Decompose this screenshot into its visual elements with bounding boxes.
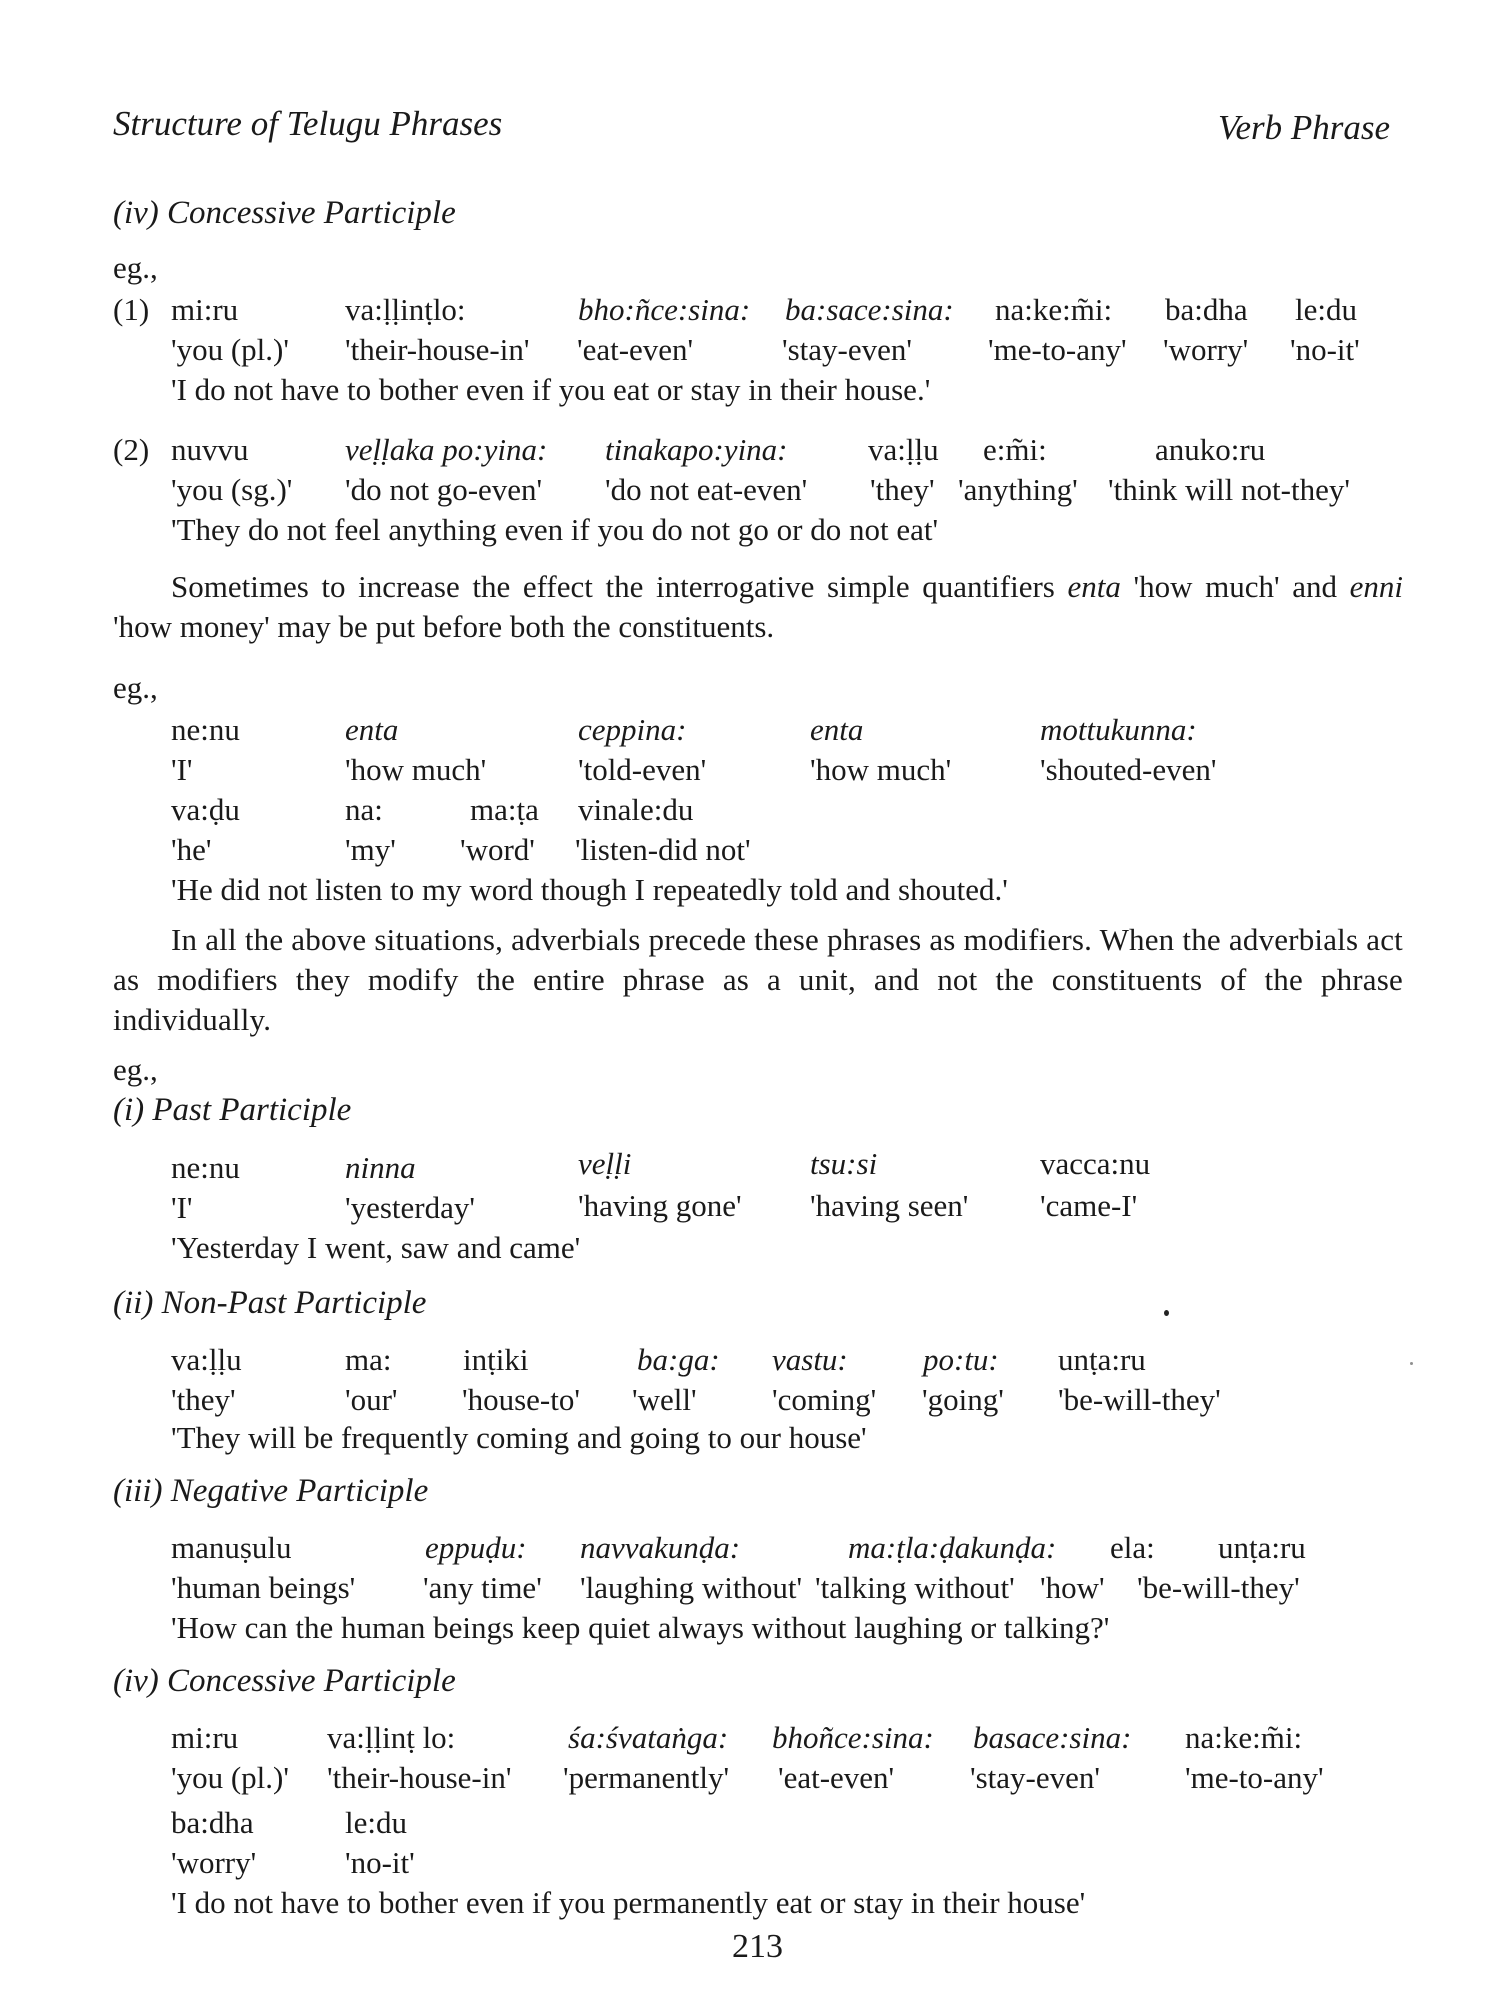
telugu-word: va:ḷḷinṭ lo: <box>327 1720 456 1755</box>
eg-label: eg., <box>113 670 158 705</box>
gloss: 'they' <box>870 472 935 507</box>
telugu-word: ba:dha <box>171 1805 254 1840</box>
telugu-word: vastu: <box>772 1342 848 1377</box>
running-header-right: Verb Phrase <box>1218 108 1391 147</box>
section-heading-negative: (iii) Negative Participle <box>113 1473 429 1509</box>
gloss: 'coming' <box>772 1382 877 1417</box>
scan-speck <box>1164 1310 1169 1316</box>
telugu-word: na:ke:m̃i: <box>995 292 1113 327</box>
gloss: 'think will not-they' <box>1108 472 1350 507</box>
scan-speck <box>1410 1362 1413 1365</box>
telugu-word: va:ḍu <box>171 792 240 827</box>
telugu-word: ninna <box>345 1150 416 1185</box>
section-heading-past: (i) Past Participle <box>113 1092 352 1128</box>
telugu-word: śa:śvataṅga: <box>568 1720 729 1755</box>
gloss: 'you (sg.)' <box>171 472 293 507</box>
quantifier-term: enta <box>1067 569 1121 604</box>
gloss: 'worry' <box>1163 332 1249 367</box>
gloss: 'I' <box>171 1190 193 1225</box>
telugu-word: va:ḷḷu <box>868 432 939 467</box>
telugu-word: manuṣulu <box>171 1530 292 1565</box>
gloss: 'they' <box>171 1382 236 1417</box>
translation: 'How can the human beings keep quiet always without laughing or talking?' <box>171 1610 1110 1645</box>
gloss: 'no-it' <box>1290 332 1360 367</box>
translation: 'He did not listen to my word though I repeatedly told and shouted.' <box>171 872 1008 907</box>
gloss: 'having gone' <box>578 1188 742 1223</box>
gloss: 'talking without' <box>815 1570 1015 1605</box>
gloss: 'eat-even' <box>577 332 694 367</box>
telugu-word: ba:sace:sina: <box>785 292 954 327</box>
telugu-word: vacca:nu <box>1040 1146 1151 1181</box>
telugu-word: veḷḷi <box>578 1146 632 1181</box>
eg-label: eg., <box>113 1052 158 1087</box>
telugu-word: le:du <box>345 1805 407 1840</box>
telugu-word: po:tu: <box>923 1342 999 1377</box>
gloss: 'how' <box>1040 1570 1105 1605</box>
telugu-word: bho:ñce:sina: <box>578 292 751 327</box>
translation: 'Yesterday I went, saw and came' <box>171 1230 581 1265</box>
gloss: 'no-it' <box>345 1845 415 1880</box>
page-number: 213 <box>732 1928 783 1965</box>
gloss: 'stay-even' <box>970 1760 1100 1795</box>
telugu-word: va:ḷḷinṭlo: <box>345 292 466 327</box>
running-header-left: Structure of Telugu Phrases <box>113 104 503 143</box>
gloss: 'how much' <box>810 752 952 787</box>
telugu-word: veḷḷaka po:yina: <box>345 432 548 467</box>
gloss: 'permanently' <box>563 1760 730 1795</box>
telugu-word: e:m̃i: <box>983 432 1047 467</box>
gloss: 'I' <box>171 752 193 787</box>
gloss: 'be-will-they' <box>1058 1382 1221 1417</box>
gloss: 'be-will-they' <box>1137 1570 1300 1605</box>
telugu-word: unṭa:ru <box>1218 1530 1306 1565</box>
telugu-word: bhoñce:sina: <box>772 1720 934 1755</box>
telugu-word: ma:ṭa <box>470 792 539 827</box>
telugu-word: ne:nu <box>171 1150 240 1185</box>
telugu-word: na: <box>345 792 383 827</box>
telugu-word: enta <box>810 712 864 747</box>
gloss: 'their-house-in' <box>327 1760 512 1795</box>
gloss: 'any time' <box>423 1570 542 1605</box>
section-heading-nonpast: (ii) Non-Past Participle <box>113 1285 427 1321</box>
telugu-word: mottukunna: <box>1040 712 1197 747</box>
gloss: 'house-to' <box>462 1382 580 1417</box>
telugu-word: tsu:si <box>810 1146 878 1181</box>
telugu-word: va:ḷḷu <box>171 1342 242 1377</box>
gloss: 'do not go-even' <box>345 472 543 507</box>
gloss: 'well' <box>632 1382 697 1417</box>
gloss: 'laughing without' <box>580 1570 803 1605</box>
telugu-word: le:du <box>1295 292 1357 327</box>
section-heading-concessive-2: (iv) Concessive Participle <box>113 1663 456 1699</box>
telugu-word: navvakunḍa: <box>580 1530 741 1565</box>
telugu-word: unṭa:ru <box>1058 1342 1146 1377</box>
telugu-word: ne:nu <box>171 712 240 747</box>
gloss: 'came-I' <box>1040 1188 1138 1223</box>
gloss: 'told-even' <box>578 752 707 787</box>
telugu-word: enta <box>345 712 399 747</box>
gloss: 'you (pl.)' <box>171 1760 289 1795</box>
telugu-word: ma:ṭla:ḍakunḍa: <box>848 1530 1057 1565</box>
telugu-word: inṭiki <box>463 1342 529 1377</box>
paragraph-text: 'how much' and <box>1120 569 1350 604</box>
gloss: 'going' <box>922 1382 1004 1417</box>
telugu-word: na:ke:m̃i: <box>1185 1720 1303 1755</box>
telugu-word: mi:ru <box>171 292 239 327</box>
quantifier-term: enni <box>1349 569 1403 604</box>
body-paragraph <box>113 567 1403 647</box>
gloss: 'do not eat-even' <box>605 472 808 507</box>
gloss: 'how much' <box>345 752 487 787</box>
gloss: 'he' <box>171 832 212 867</box>
gloss: 'anything' <box>958 472 1078 507</box>
gloss: 'yesterday' <box>345 1190 475 1225</box>
gloss: 'me-to-any' <box>1185 1760 1324 1795</box>
gloss: 'their-house-in' <box>345 332 530 367</box>
telugu-word: basace:sina: <box>973 1720 1132 1755</box>
telugu-word: ba:dha <box>1165 292 1248 327</box>
body-paragraph: In all the above situations, adverbials precede these phrases as modifiers. When the adverbials act as modifiers they modify the entire phrase as a unit, and not the constituents of the phrase individually. <box>113 922 1403 1037</box>
telugu-word: ba:ga: <box>637 1342 720 1377</box>
telugu-word: tinakapo:yina: <box>605 432 788 467</box>
telugu-word: anuko:ru <box>1155 432 1266 467</box>
translation: 'They will be frequently coming and going to our house' <box>171 1420 867 1455</box>
translation: 'I do not have to bother even if you eat or stay in their house.' <box>171 372 931 407</box>
telugu-word: ma: <box>345 1342 392 1377</box>
example-number: (2) <box>113 432 150 467</box>
gloss: 'stay-even' <box>782 332 912 367</box>
gloss: 'word' <box>460 832 535 867</box>
paragraph-text: Sometimes to increase the effect the interrogative simple quantifiers <box>171 569 1068 604</box>
gloss: 'our' <box>345 1382 398 1417</box>
gloss: 'having seen' <box>810 1188 969 1223</box>
gloss: 'shouted-even' <box>1040 752 1217 787</box>
gloss: 'human beings' <box>171 1570 356 1605</box>
eg-label: eg., <box>113 250 158 285</box>
gloss: 'eat-even' <box>778 1760 895 1795</box>
gloss: 'my' <box>345 832 396 867</box>
translation: 'They do not feel anything even if you do not go or do not eat' <box>171 512 939 547</box>
telugu-word: eppuḍu: <box>425 1530 527 1565</box>
paragraph-text: 'how money' may be put before both the constituents. <box>113 609 775 644</box>
translation: 'I do not have to bother even if you permanently eat or stay in their house' <box>171 1885 1086 1920</box>
telugu-word: nuvvu <box>171 432 249 467</box>
gloss: 'worry' <box>171 1845 257 1880</box>
telugu-word: ela: <box>1110 1530 1155 1565</box>
telugu-word: ceppina: <box>578 712 687 747</box>
telugu-word: vinale:du <box>578 792 694 827</box>
gloss: 'listen-did not' <box>575 832 751 867</box>
section-heading-concessive: (iv) Concessive Participle <box>113 195 456 231</box>
gloss: 'you (pl.)' <box>171 332 289 367</box>
telugu-word: mi:ru <box>171 1720 239 1755</box>
gloss: 'me-to-any' <box>988 332 1127 367</box>
example-number: (1) <box>113 292 150 327</box>
